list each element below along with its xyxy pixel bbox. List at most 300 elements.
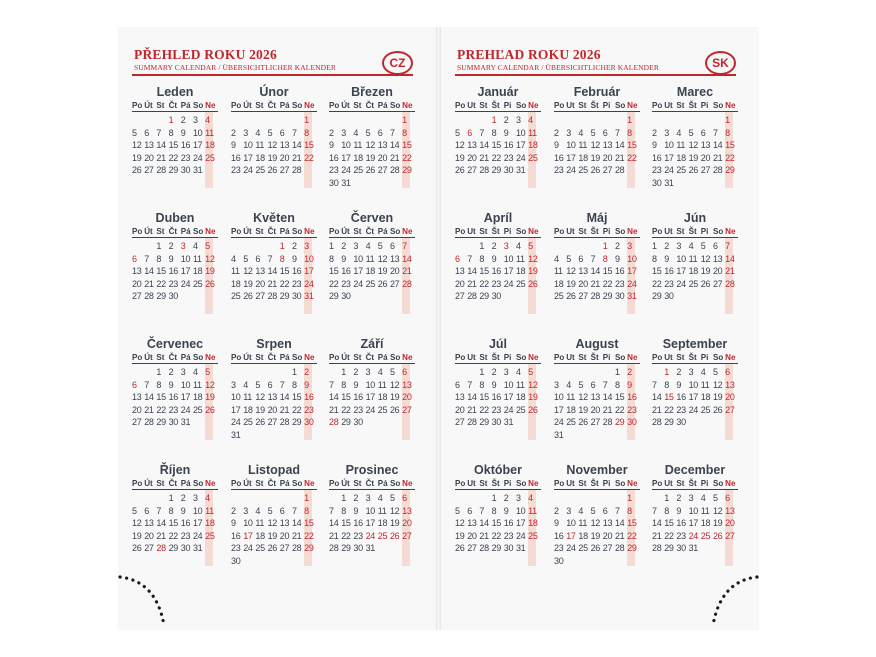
day-cell: 26 — [377, 278, 388, 289]
day-cell: 25 — [700, 404, 711, 415]
day-cell: 23 — [341, 278, 351, 289]
day-cell: 21 — [467, 404, 477, 415]
day-cell: 6 — [455, 379, 460, 390]
day-grid — [455, 238, 541, 303]
day-cell: 14 — [156, 140, 166, 151]
day-cell: 14 — [712, 140, 723, 151]
weekday-header — [132, 226, 218, 238]
day-blank — [292, 114, 304, 127]
weekday-label: Čt — [168, 227, 178, 236]
day-cell: 26 — [528, 404, 538, 415]
month-name: Září — [360, 337, 384, 351]
day-cell: 10 — [192, 127, 203, 138]
day-cell: 27 — [267, 417, 277, 428]
weekday-label: Pá — [279, 101, 290, 110]
weekday-label: Pá — [180, 101, 191, 110]
day-cell: 12 — [377, 253, 388, 264]
day-cell: 30 — [491, 291, 501, 302]
day-cell: 28 — [652, 543, 662, 554]
day-cell: 15 — [614, 392, 625, 403]
day-cell: 4 — [243, 379, 248, 390]
day-cell: 23 — [180, 530, 191, 541]
day-cell: 17 — [627, 266, 637, 277]
day-cell: 1 — [652, 241, 657, 251]
day-cell: 29 — [664, 417, 674, 428]
day-cell: 24 — [192, 152, 203, 163]
day-cell: 4 — [688, 241, 694, 251]
day-cell: 2 — [614, 241, 620, 251]
weekday-label: Ut — [664, 227, 673, 236]
day-cell: 11 — [578, 140, 588, 151]
day-cell: 30 — [627, 417, 637, 428]
day-blank — [701, 114, 713, 127]
day-cell: 14 — [652, 392, 662, 403]
day-cell: 27 — [602, 165, 613, 176]
day-cell: 28 — [652, 417, 662, 428]
day-cell: 28 — [329, 543, 339, 554]
day-cell: 27 — [712, 278, 723, 289]
day-cell: 11 — [528, 505, 537, 516]
weekday-label: So — [389, 353, 401, 362]
day-blank — [292, 492, 304, 505]
day-cell: 8 — [168, 127, 174, 138]
day-cell: 23 — [231, 543, 241, 554]
day-cell: 17 — [341, 152, 351, 163]
day-cell: 9 — [353, 505, 359, 516]
day-cell: 13 — [255, 266, 265, 277]
weekday-label: So — [291, 227, 303, 236]
day-cell: 7 — [156, 127, 162, 138]
day-blank — [615, 492, 627, 505]
day-cell: 18 — [255, 152, 265, 163]
day-blank — [689, 114, 701, 127]
day-cell: 12 — [389, 379, 400, 390]
weekday-label: Pi — [503, 227, 512, 236]
day-cell: 23 — [554, 165, 564, 176]
day-cell: 24 — [353, 278, 363, 289]
weekday-header — [329, 352, 415, 364]
weekday-label: Št — [590, 479, 599, 488]
day-cell: 1 — [329, 241, 334, 251]
day-cell: 11 — [243, 392, 252, 403]
day-cell: 17 — [664, 152, 674, 163]
day-cell: 22 — [664, 530, 674, 541]
day-cell: 28 — [279, 417, 290, 428]
weekday-label: Pá — [279, 479, 290, 488]
day-cell: 29 — [652, 291, 662, 302]
day-cell: 13 — [712, 253, 723, 264]
day-cell: 12 — [243, 266, 253, 277]
day-cell: 4 — [365, 241, 371, 251]
day-cell: 24 — [688, 404, 698, 415]
weekday-label: So — [389, 227, 401, 236]
weekday-label: Čt — [365, 353, 375, 362]
day-cell: 5 — [578, 379, 584, 390]
day-cell: 1 — [491, 115, 497, 125]
day-cell: 14 — [329, 518, 339, 529]
day-cell: 5 — [566, 253, 571, 264]
day-grid — [231, 490, 317, 568]
day-cell: 23 — [652, 165, 662, 176]
day-cell: 27 — [132, 291, 142, 302]
weekday-label: Ne — [627, 353, 638, 362]
month-name: Prosinec — [345, 463, 399, 477]
day-cell: 10 — [664, 140, 674, 151]
day-cell: 22 — [168, 530, 178, 541]
day-cell: 18 — [578, 530, 588, 541]
month-block — [329, 210, 415, 303]
day-cell: 17 — [676, 266, 686, 277]
day-cell: 7 — [144, 379, 149, 390]
day-cell: 15 — [168, 140, 178, 151]
day-cell: 11 — [377, 379, 387, 390]
day-cell: 20 — [578, 278, 588, 289]
day-cell: 11 — [700, 379, 710, 390]
day-cell: 13 — [467, 140, 477, 151]
day-blank — [144, 114, 156, 127]
day-cell: 21 — [602, 404, 613, 415]
day-cell: 30 — [329, 177, 339, 188]
day-cell: 10 — [503, 253, 514, 264]
day-cell: 10 — [365, 505, 375, 516]
day-cell: 27 — [279, 543, 290, 554]
day-cell: 28 — [467, 291, 477, 302]
day-cell: 7 — [291, 127, 297, 138]
day-cell: 3 — [365, 493, 371, 503]
weekday-label: Ne — [627, 101, 638, 110]
day-cell: 16 — [614, 266, 625, 277]
day-cell: 9 — [180, 127, 186, 138]
day-cell: 12 — [132, 518, 142, 529]
day-blank — [566, 114, 578, 127]
weekday-label: Ut — [467, 479, 476, 488]
day-cell: 22 — [491, 530, 501, 541]
day-cell: 15 — [627, 140, 637, 151]
day-cell: 19 — [389, 392, 400, 403]
weekday-label: Po — [231, 479, 242, 488]
weekday-label: Út — [144, 479, 153, 488]
day-cell: 29 — [664, 543, 674, 554]
weekday-label: St — [578, 101, 587, 110]
day-cell: 21 — [467, 278, 477, 289]
day-cell: 20 — [255, 278, 265, 289]
day-cell: 30 — [353, 417, 363, 428]
weekday-label: Ne — [205, 101, 216, 110]
day-cell: 3 — [688, 493, 694, 503]
day-cell: 23 — [664, 278, 674, 289]
day-cell: 6 — [455, 253, 460, 264]
month-name: Listopad — [247, 463, 301, 477]
day-cell: 5 — [455, 127, 460, 138]
weekday-label: So — [515, 101, 527, 110]
weekday-label: Po — [455, 353, 466, 362]
day-cell: 29 — [341, 543, 351, 554]
day-cell: 28 — [402, 278, 412, 289]
day-cell: 26 — [590, 543, 600, 554]
weekday-label: Št — [491, 479, 500, 488]
day-cell: 30 — [491, 417, 501, 428]
day-cell: 10 — [515, 127, 526, 138]
weekday-label: So — [291, 101, 303, 110]
day-cell: 26 — [455, 165, 465, 176]
day-cell: 31 — [231, 429, 241, 440]
day-cell: 25 — [515, 404, 526, 415]
day-cell: 30 — [664, 291, 674, 302]
day-cell: 31 — [365, 543, 375, 554]
day-cell: 2 — [341, 241, 346, 251]
day-cell: 1 — [168, 115, 174, 125]
day-cell: 18 — [353, 152, 363, 163]
day-cell: 15 — [304, 140, 314, 151]
day-cell: 11 — [676, 140, 686, 151]
weekday-header — [329, 226, 415, 238]
day-cell: 8 — [279, 253, 285, 264]
day-cell: 25 — [255, 165, 265, 176]
day-cell: 2 — [652, 127, 657, 138]
day-cell: 1 — [725, 115, 730, 125]
day-cell: 14 — [602, 392, 613, 403]
day-cell: 19 — [590, 152, 600, 163]
day-cell: 5 — [365, 127, 371, 138]
day-cell: 29 — [627, 543, 637, 554]
day-blank — [243, 240, 255, 253]
day-cell: 6 — [467, 127, 472, 138]
day-grid — [231, 112, 317, 177]
day-cell: 12 — [566, 266, 576, 277]
day-cell: 22 — [627, 530, 637, 541]
day-cell: 6 — [700, 127, 706, 138]
day-cell: 22 — [602, 278, 613, 289]
day-cell: 13 — [389, 253, 400, 264]
day-cell: 24 — [243, 165, 253, 176]
day-cell: 31 — [341, 177, 351, 188]
day-cell: 19 — [205, 266, 215, 277]
day-cell: 8 — [627, 127, 632, 138]
day-cell: 5 — [132, 505, 137, 516]
day-cell: 28 — [712, 165, 723, 176]
day-cell: 8 — [402, 127, 407, 138]
day-cell: 10 — [180, 253, 191, 264]
day-cell: 4 — [528, 115, 533, 125]
day-cell: 16 — [676, 518, 686, 529]
day-cell: 13 — [455, 266, 465, 277]
decorative-dotted-arc — [699, 567, 759, 627]
day-cell: 2 — [180, 493, 186, 503]
day-cell: 22 — [168, 152, 178, 163]
day-cell: 18 — [700, 392, 711, 403]
day-cell: 8 — [627, 505, 632, 516]
day-cell: 12 — [267, 140, 277, 151]
day-cell: 8 — [168, 505, 174, 516]
day-cell: 25 — [377, 530, 388, 541]
day-cell: 8 — [341, 505, 346, 516]
day-cell: 2 — [503, 493, 509, 503]
day-cell: 19 — [205, 392, 215, 403]
day-cell: 18 — [554, 278, 564, 289]
day-blank — [479, 114, 491, 127]
day-blank — [676, 114, 688, 127]
day-cell: 25 — [243, 417, 253, 428]
day-cell: 29 — [491, 165, 501, 176]
day-blank — [591, 492, 603, 505]
day-cell: 7 — [712, 127, 718, 138]
day-cell: 13 — [132, 392, 142, 403]
day-cell: 1 — [304, 493, 309, 503]
month-name: Február — [573, 85, 621, 99]
day-blank — [554, 492, 566, 505]
day-grid — [652, 490, 738, 555]
weekday-label: Ne — [402, 101, 413, 110]
day-blank — [243, 492, 255, 505]
weekday-header — [554, 100, 640, 112]
weekday-label: Po — [554, 227, 565, 236]
day-cell: 8 — [725, 127, 730, 138]
day-cell: 8 — [479, 379, 485, 390]
day-cell: 28 — [725, 278, 735, 289]
day-cell: 11 — [205, 127, 214, 138]
day-cell: 12 — [455, 140, 465, 151]
day-cell: 12 — [132, 140, 142, 151]
day-cell: 28 — [614, 165, 625, 176]
day-cell: 22 — [479, 404, 489, 415]
day-grid — [455, 112, 541, 177]
day-cell: 26 — [205, 404, 215, 415]
day-cell: 12 — [267, 518, 277, 529]
day-cell: 30 — [291, 291, 302, 302]
day-cell: 22 — [291, 404, 302, 415]
day-cell: 8 — [304, 505, 309, 516]
day-cell: 4 — [578, 505, 584, 516]
day-cell: 1 — [627, 115, 632, 125]
day-cell: 12 — [712, 505, 723, 516]
day-blank — [615, 114, 627, 127]
day-cell: 28 — [267, 291, 277, 302]
weekday-label: Pá — [279, 353, 290, 362]
day-cell: 5 — [528, 241, 533, 251]
day-cell: 12 — [700, 253, 711, 264]
month-name: Srpen — [256, 337, 292, 351]
day-cell: 16 — [180, 518, 191, 529]
day-cell: 6 — [267, 379, 273, 390]
day-cell: 4 — [700, 493, 706, 503]
day-cell: 10 — [503, 379, 514, 390]
month-name: Červenec — [146, 337, 204, 351]
day-blank — [243, 366, 255, 379]
day-cell: 7 — [614, 505, 620, 516]
day-cell: 6 — [725, 367, 730, 377]
weekday-label: Pi — [503, 479, 512, 488]
day-cell: 30 — [353, 543, 363, 554]
day-cell: 4 — [515, 367, 521, 377]
month-block — [652, 84, 738, 190]
day-cell: 16 — [329, 152, 339, 163]
month-block — [329, 336, 415, 429]
day-cell: 31 — [664, 177, 674, 188]
day-cell: 16 — [168, 266, 178, 277]
day-cell: 23 — [614, 278, 625, 289]
month-block — [132, 210, 218, 303]
weekday-header — [132, 352, 218, 364]
day-cell: 2 — [554, 127, 559, 138]
day-cell: 3 — [180, 367, 186, 377]
weekday-label: Pá — [377, 101, 388, 110]
day-cell: 28 — [144, 417, 154, 428]
weekday-label: Pá — [180, 227, 191, 236]
day-cell: 5 — [132, 127, 137, 138]
day-grid — [455, 364, 541, 429]
day-cell: 5 — [205, 367, 210, 377]
day-cell: 27 — [602, 543, 613, 554]
day-cell: 7 — [652, 379, 657, 390]
day-cell: 9 — [491, 253, 497, 264]
day-cell: 1 — [304, 115, 309, 125]
header-divider — [455, 74, 736, 76]
day-cell: 22 — [304, 530, 314, 541]
day-cell: 5 — [377, 241, 383, 251]
month-name: September — [662, 337, 728, 351]
weekday-label: Po — [554, 101, 565, 110]
day-cell: 3 — [503, 367, 509, 377]
day-cell: 30 — [676, 417, 686, 428]
day-blank — [144, 240, 156, 253]
day-cell: 30 — [304, 417, 314, 428]
day-cell: 19 — [528, 266, 538, 277]
day-cell: 21 — [479, 530, 489, 541]
day-cell: 18 — [192, 266, 203, 277]
month-name: December — [664, 463, 726, 477]
day-cell: 19 — [455, 530, 465, 541]
day-cell: 26 — [688, 165, 698, 176]
day-cell: 11 — [566, 392, 575, 403]
day-blank — [353, 114, 365, 127]
day-cell: 11 — [192, 379, 202, 390]
day-cell: 20 — [267, 404, 277, 415]
weekday-label: So — [614, 227, 626, 236]
day-cell: 18 — [192, 392, 203, 403]
weekday-label: Ut — [566, 479, 575, 488]
day-cell: 19 — [243, 278, 253, 289]
day-cell: 6 — [725, 493, 730, 503]
day-cell: 24 — [192, 530, 203, 541]
month-block — [231, 84, 317, 177]
day-cell: 5 — [700, 241, 706, 251]
weekday-label: Pi — [602, 227, 611, 236]
day-cell: 16 — [341, 266, 351, 277]
day-cell: 10 — [688, 505, 698, 516]
day-cell: 26 — [566, 291, 576, 302]
day-cell: 20 — [132, 278, 142, 289]
day-cell: 7 — [329, 505, 334, 516]
month-block — [132, 84, 218, 177]
day-cell: 1 — [602, 241, 608, 251]
weekday-label: St — [255, 227, 264, 236]
day-cell: 8 — [156, 253, 162, 264]
weekday-label: Po — [554, 479, 565, 488]
day-cell: 23 — [168, 404, 178, 415]
day-cell: 29 — [156, 417, 166, 428]
day-cell: 30 — [341, 291, 351, 302]
day-cell: 17 — [515, 140, 526, 151]
day-cell: 14 — [144, 266, 154, 277]
weekday-label: Ut — [566, 227, 575, 236]
day-cell: 20 — [712, 266, 723, 277]
weekday-header — [652, 352, 738, 364]
day-cell: 24 — [566, 165, 576, 176]
weekday-label: Čt — [267, 353, 277, 362]
day-cell: 23 — [554, 543, 564, 554]
day-cell: 6 — [467, 505, 472, 516]
day-cell: 21 — [652, 404, 662, 415]
